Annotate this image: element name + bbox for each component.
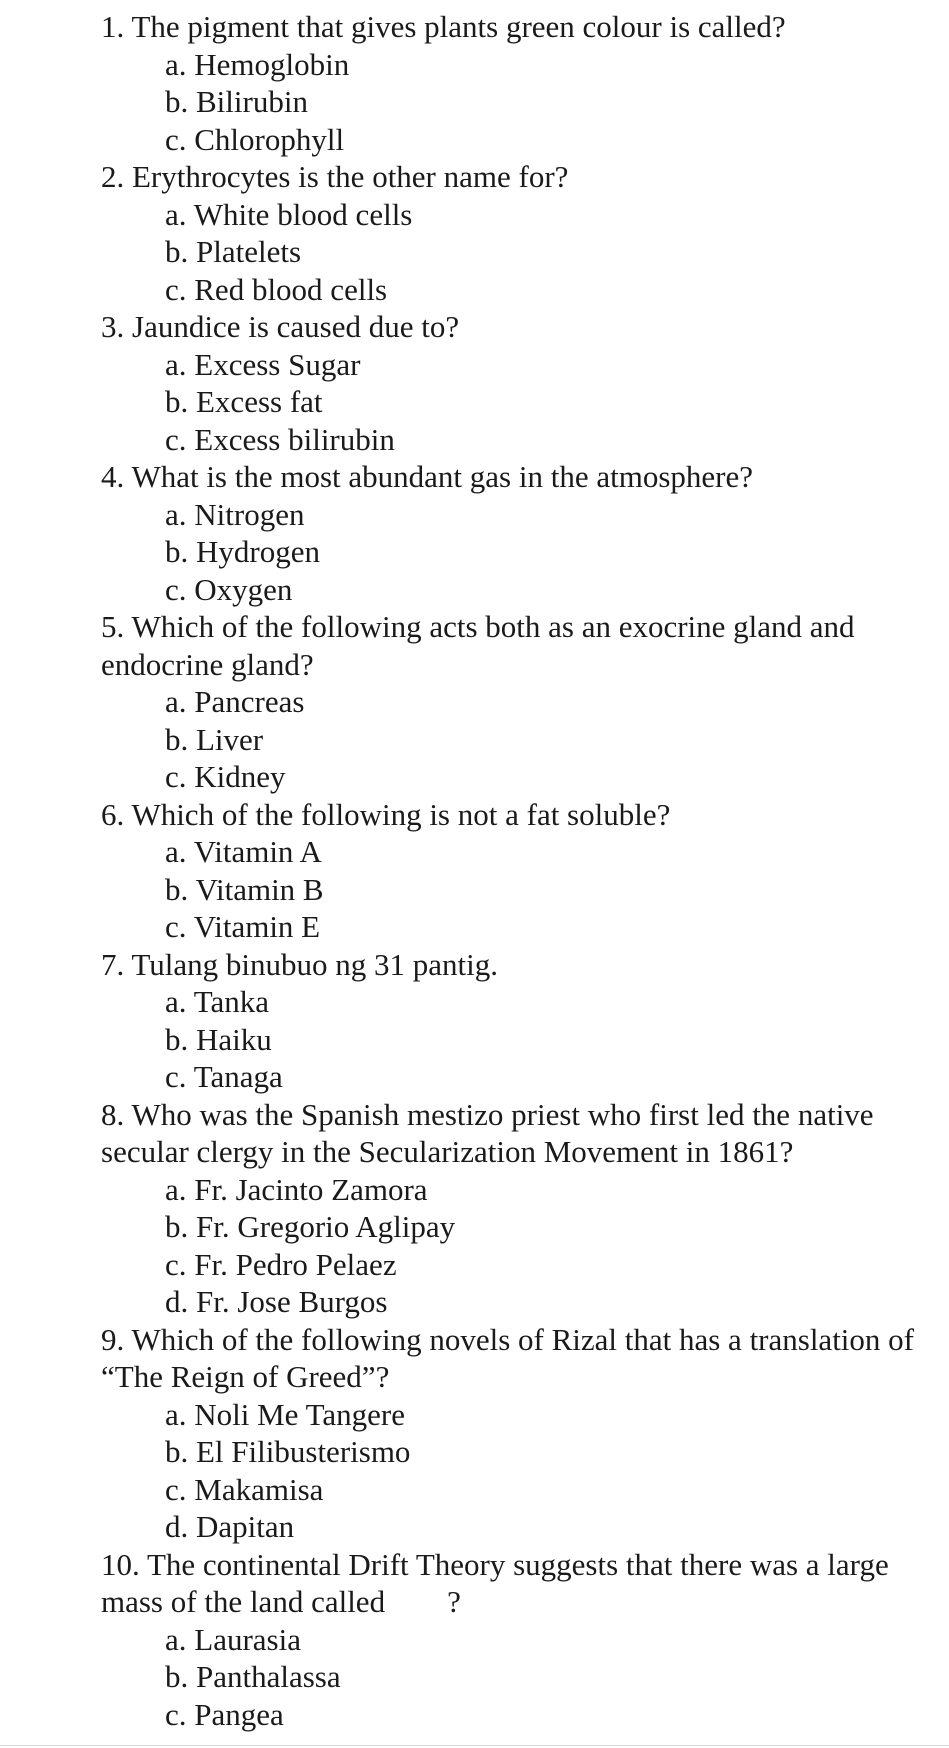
answer-option: c. Excess bilirubin <box>165 421 395 457</box>
answer-options <box>101 1621 921 1734</box>
question-item <box>101 1096 921 1321</box>
question-item <box>101 1321 921 1546</box>
question-text: 3. Jaundice is caused due to? <box>101 309 460 344</box>
answer-option: c. Kidney <box>165 759 286 794</box>
question-item <box>101 796 921 946</box>
answer-option: d. Fr. Jose Burgos <box>165 1284 388 1319</box>
answer-options <box>101 496 921 609</box>
answer-option: a. Pancreas <box>165 684 305 719</box>
answer-option: b. Haiku <box>165 1021 272 1057</box>
answer-option: a. Laurasia <box>165 1621 301 1657</box>
answer-options <box>101 1396 921 1546</box>
question-item <box>101 308 921 458</box>
answer-option: c. Tanaga <box>165 1059 283 1094</box>
answer-option: a. Nitrogen <box>165 496 305 532</box>
answer-option: a. Vitamin A <box>165 834 322 869</box>
question-text: 4. What is the most abundant gas in the atmosphere? <box>101 459 753 494</box>
answer-option: c. Pangea <box>165 1696 284 1732</box>
question-item <box>101 608 921 796</box>
question-text: 9. Which of the following novels of Rizal that has a translation of “The Reign of Greed”? <box>101 1321 922 1394</box>
question-item <box>101 158 921 308</box>
answer-option: a. White blood cells <box>165 196 413 232</box>
answer-option: a. Hemoglobin <box>165 46 350 82</box>
answer-option: c. Chlorophyll <box>165 121 345 157</box>
answer-option: b. Hydrogen <box>165 534 320 569</box>
answer-options <box>101 683 921 796</box>
answer-option: b. El Filibusterismo <box>165 1434 411 1469</box>
answer-options <box>101 983 921 1096</box>
answer-option: c. Makamisa <box>165 1471 324 1507</box>
answer-option: a. Noli Me Tangere <box>165 1396 406 1432</box>
answer-option: c. Oxygen <box>165 571 293 607</box>
answer-option: a. Fr. Jacinto Zamora <box>165 1171 428 1207</box>
answer-option: b. Excess fat <box>165 384 323 419</box>
answer-option: c. Fr. Pedro Pelaez <box>165 1246 397 1282</box>
answer-option: b. Vitamin B <box>165 871 324 907</box>
answer-options <box>101 346 921 459</box>
answer-option: c. Red blood cells <box>165 271 388 307</box>
answer-options <box>101 833 921 946</box>
question-text: 6. Which of the following is not a fat soluble? <box>101 796 671 832</box>
question-item <box>101 1546 921 1734</box>
answer-option: a. Excess Sugar <box>165 346 361 382</box>
answer-option: c. Vitamin E <box>165 909 321 944</box>
question-item <box>101 8 921 158</box>
answer-options <box>101 196 921 309</box>
question-item <box>101 458 921 608</box>
question-text: 2. Erythrocytes is the other name for? <box>101 159 569 194</box>
question-text: 10. The continental Drift Theory suggests that there was a large mass of the land called ? <box>101 1546 897 1619</box>
question-text: 1. The pigment that gives plants green colour is called? <box>101 9 786 44</box>
answer-options <box>101 1171 921 1321</box>
answer-option: b. Panthalassa <box>165 1659 341 1694</box>
answer-option: b. Platelets <box>165 234 302 269</box>
page-bottom-divider <box>0 1745 949 1746</box>
question-text: 5. Which of the following acts both as an exocrine gland and endocrine gland? <box>101 609 863 682</box>
question-item <box>101 946 921 1096</box>
question-text: 7. Tulang binubuo ng 31 pantig. <box>101 946 499 982</box>
answer-options <box>101 46 921 159</box>
answer-option: b. Bilirubin <box>165 84 308 119</box>
answer-option: d. Dapitan <box>165 1509 295 1544</box>
answer-option: b. Fr. Gregorio Aglipay <box>165 1209 456 1244</box>
answer-option: a. Tanka <box>165 984 269 1019</box>
answer-option: b. Liver <box>165 721 264 757</box>
quiz-question-list <box>101 8 921 1733</box>
question-text: 8. Who was the Spanish mestizo priest who first led the native secular clergy in the Secularization Movement in 1861? <box>101 1096 882 1169</box>
